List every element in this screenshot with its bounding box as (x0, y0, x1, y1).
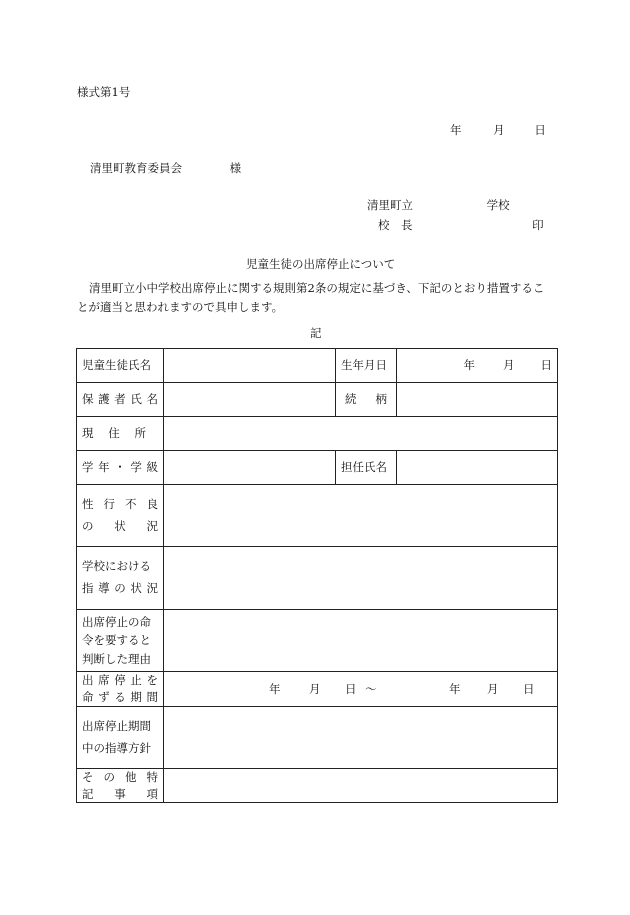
value-student-name[interactable] (164, 349, 336, 383)
value-guardian-name[interactable] (164, 383, 336, 417)
table-row (77, 383, 558, 417)
table-row (77, 417, 558, 451)
label-other-notes: そ の 他 特 記 事 項 (77, 769, 164, 803)
period-start-month: 月 (309, 682, 321, 696)
addressee (90, 160, 241, 176)
label-guidance-policy: 出席停止期間 中の指導方針 (77, 707, 164, 769)
label-student-name: 児童生徒氏名 (77, 349, 164, 383)
period-end-day: 日 (523, 682, 535, 696)
seal-mark: 印 (532, 218, 544, 232)
school-prefix: 清里町立 (367, 198, 413, 212)
document-title: 児童生徒の出席停止について (246, 257, 396, 271)
label-suspension-period: 出 席 停 止 を 命 ず る 期 間 (77, 672, 164, 707)
table-row (77, 610, 558, 672)
birth-year: 年 (463, 357, 475, 372)
value-suspension-period[interactable] (164, 672, 558, 707)
value-grade-class[interactable] (164, 451, 336, 485)
principal-label: 校 長 (378, 218, 413, 232)
sender-school (367, 197, 510, 213)
school-suffix: 学校 (486, 198, 510, 212)
sender-principal (378, 217, 544, 233)
body-line-2: とが適当と思われますので具申します。 (77, 300, 284, 314)
value-suspension-reason[interactable] (164, 610, 558, 672)
date-year: 年 (450, 123, 462, 137)
label-address: 現 住 所 (77, 417, 164, 451)
label-homeroom-teacher: 担任氏名 (336, 451, 397, 485)
date-line (450, 122, 546, 138)
table-row (77, 485, 558, 547)
birth-month: 月 (503, 357, 515, 372)
label-suspension-reason: 出席停止の命 令を要すると 判断した理由 (77, 610, 164, 672)
value-address[interactable] (164, 417, 558, 451)
label-school-guidance: 学校における 指 導 の 状 況 (77, 547, 164, 610)
date-day: 日 (534, 123, 546, 137)
body-line-1: 清里町立小中学校出席停止に関する規則第2条の規定に基づき、下記のとおり措置するこ (89, 281, 545, 295)
period-end-month: 月 (487, 682, 499, 696)
value-relationship[interactable] (397, 383, 558, 417)
label-birthdate: 生年月日 (336, 349, 397, 383)
value-school-guidance[interactable] (164, 547, 558, 610)
value-guidance-policy[interactable] (164, 707, 558, 769)
label-guardian-name: 保 護 者 氏 名 (77, 383, 164, 417)
label-grade-class: 学 年 ・ 学 級 (77, 451, 164, 485)
table-row (77, 451, 558, 485)
ki-heading: 記 (310, 326, 322, 340)
label-misconduct: 性 行 不 良 の 状 況 (77, 485, 164, 547)
date-month: 月 (493, 123, 505, 137)
table-row (77, 672, 558, 707)
table-row (77, 769, 558, 803)
table-row (77, 547, 558, 610)
addressee-honorific: 様 (229, 161, 242, 175)
form-number: 様式第1号 (77, 85, 131, 99)
period-start-day: 日 (345, 682, 357, 696)
table-row (77, 707, 558, 769)
value-birthdate[interactable] (397, 349, 558, 383)
value-homeroom-teacher[interactable] (397, 451, 558, 485)
period-start-year: 年 (269, 682, 281, 696)
addressee-name: 清里町教育委員会 (90, 161, 182, 175)
period-tilde: ～ (365, 682, 377, 696)
table-row (77, 349, 558, 383)
value-misconduct[interactable] (164, 485, 558, 547)
report-table (76, 348, 558, 803)
period-end-year: 年 (449, 682, 461, 696)
birth-day: 日 (540, 357, 552, 372)
value-other-notes[interactable] (164, 769, 558, 803)
label-relationship: 続 柄 (336, 383, 397, 417)
